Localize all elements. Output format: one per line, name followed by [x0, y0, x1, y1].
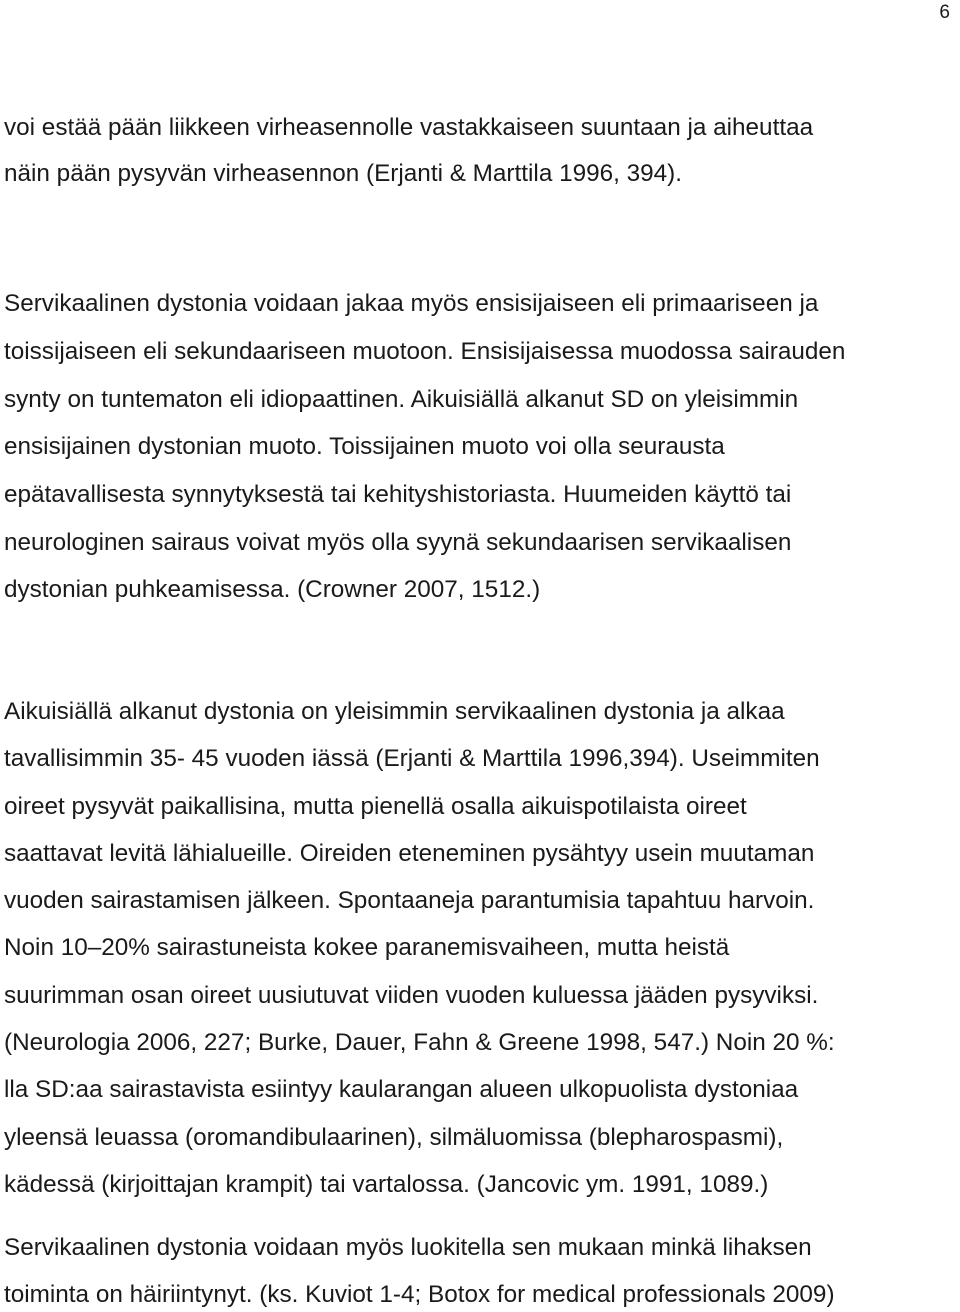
text-line: kädessä (kirjoittajan krampit) tai vartalossa. (Jancovic ym. 1991, 1089.) [4, 1171, 769, 1198]
text-line: dystonian puhkeamisessa. (Crowner 2007, 1512.) [4, 576, 541, 603]
text-line: (Neurologia 2006, 227; Burke, Dauer, Fahn & Greene 1998, 547.) Noin 20 %: [4, 1029, 835, 1056]
text-line: Servikaalinen dystonia voidaan jakaa myös ensisijaiseen eli primaariseen ja [4, 290, 819, 317]
text-line: vuoden sairastamisen jälkeen. Spontaaneja parantumisia tapahtuu harvoin. [4, 887, 815, 914]
text-line: yleensä leuassa (oromandibulaarinen), silmäluomissa (blepharospasmi), [4, 1124, 784, 1151]
text-line: synty on tuntematon eli idiopaattinen. Aikuisiällä alkanut SD on yleisimmin [4, 386, 799, 413]
text-line: lla SD:aa sairastavista esiintyy kaularangan alueen ulkopuolista dystoniaa [4, 1076, 799, 1103]
text-line: voi estää pään liikkeen virheasennolle vastakkaiseen suuntaan ja aiheuttaa [4, 114, 814, 141]
text-line: toiminta on häiriintynyt. (ks. Kuviot 1-4; Botox for medical professionals 2009) [4, 1281, 835, 1308]
text-line: epätavallisesta synnytyksestä tai kehityshistoriasta. Huumeiden käyttö tai [4, 481, 792, 508]
text-line: Servikaalinen dystonia voidaan myös luokitella sen mukaan minkä lihaksen [4, 1234, 812, 1261]
text-line: toissijaiseen eli sekundaariseen muotoon. Ensisijaisessa muodossa sairauden [4, 338, 846, 365]
page-number: 6 [939, 2, 950, 23]
text-line: neurologinen sairaus voivat myös olla syynä sekundaarisen servikaalisen [4, 529, 792, 556]
text-line: Aikuisiällä alkanut dystonia on yleisimmin servikaalinen dystonia ja alkaa [4, 698, 785, 725]
text-line: Noin 10–20% sairastuneista kokee paranemisvaiheen, mutta heistä [4, 934, 730, 961]
text-line: ensisijainen dystonian muoto. Toissijainen muoto voi olla seurausta [4, 433, 725, 460]
text-line: näin pään pysyvän virheasennon (Erjanti & Marttila 1996, 394). [4, 160, 683, 187]
text-line: oireet pysyvät paikallisina, mutta pienellä osalla aikuispotilaista oireet [4, 793, 747, 820]
text-line: tavallisimmin 35- 45 vuoden iässä (Erjanti & Marttila 1996,394). Useimmiten [4, 745, 820, 772]
text-line: suurimman osan oireet uusiutuvat viiden vuoden kuluessa jääden pysyviksi. [4, 982, 819, 1009]
text-line: saattavat levitä lähialueille. Oireiden eteneminen pysähtyy usein muutaman [4, 840, 815, 867]
